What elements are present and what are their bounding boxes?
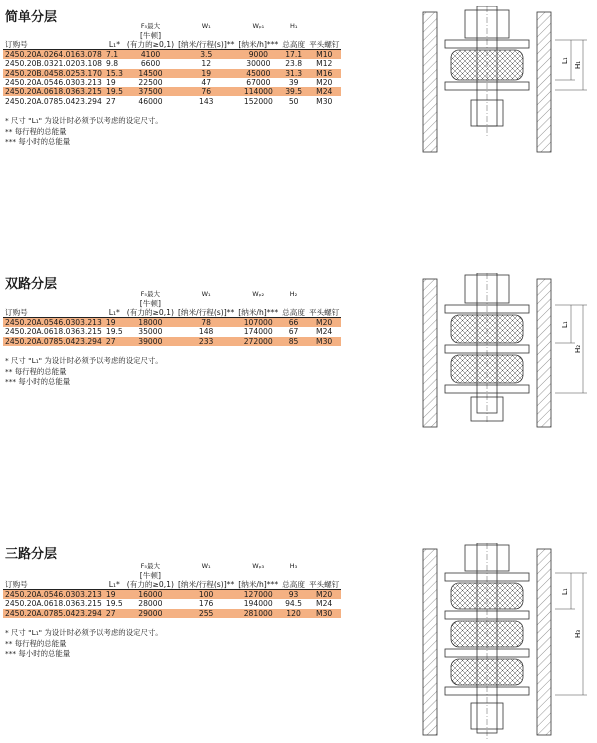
header-f-mid: [牛顿] <box>139 31 162 40</box>
cell-w: 3.5 <box>176 50 236 60</box>
cell-l1: 15.3 <box>106 68 123 78</box>
table-triple <box>3 562 341 618</box>
cell-l1: 19.5 <box>106 87 123 97</box>
cell-l1: 27 <box>104 337 125 346</box>
cell-f: 29000 <box>125 609 176 618</box>
note-1: * 尺寸 "L₁" 为设计时必须予以考虑的设定尺寸。 <box>5 116 163 125</box>
table-single <box>3 22 341 106</box>
cell-order: 2450.20A.0785.0423.294 <box>5 608 102 618</box>
table-row <box>3 318 341 328</box>
table-row <box>3 96 341 105</box>
note-3: *** 每小时的总能量 <box>5 377 71 386</box>
header-wp-top: Wₚ₁ <box>252 22 265 30</box>
cell-order: 2450.20A.0546.0303.213 <box>5 78 102 88</box>
header-h-unit: 总高度 <box>282 580 305 589</box>
label-h1: H₁ <box>574 60 582 69</box>
header-order: 订购号 <box>5 308 28 317</box>
note-3: *** 每小时的总能量 <box>5 137 71 146</box>
notes-single <box>5 116 163 148</box>
cell-w: 176 <box>198 599 214 609</box>
header-wp-top: Wₚ₂ <box>252 290 265 298</box>
cell-f: 39000 <box>125 337 176 346</box>
header-l1: L₁* <box>108 308 120 317</box>
cell-order: 2450.20A.0546.0303.213 <box>5 590 102 600</box>
cell-h: 94.5 <box>285 599 302 609</box>
cell-order: 2450.20A.0785.0423.294 <box>5 336 102 346</box>
table-row <box>3 78 341 87</box>
cell-h: 50 <box>288 96 299 106</box>
table-row <box>3 59 341 68</box>
wall-left <box>423 279 437 427</box>
cell-w: 12 <box>201 59 212 69</box>
cell-order: 2450.20A.0618.0363.215 <box>5 327 102 337</box>
wall-right <box>537 549 551 735</box>
cell-f: 6600 <box>140 59 161 69</box>
cell-wp: 107000 <box>236 318 280 328</box>
cell-screw: M12 <box>316 59 333 69</box>
cell-wp: 9000 <box>236 50 280 60</box>
cell-screw: M24 <box>307 87 341 96</box>
table-row <box>3 69 341 78</box>
header-f-top: F₅最大 <box>140 290 161 298</box>
cell-l1: 19 <box>104 590 125 600</box>
label-h2: H₂ <box>574 344 582 353</box>
header-wp-unit: [纳米/h]*** <box>238 308 279 317</box>
header-order: 订购号 <box>5 580 28 589</box>
wall-left <box>423 12 437 152</box>
wall-right <box>537 12 551 152</box>
cell-w: 19 <box>176 69 236 78</box>
elastomer-1 <box>451 315 523 343</box>
cell-wp: 152000 <box>243 96 273 106</box>
cell-f: 46000 <box>138 96 163 106</box>
section-title-double: 双路分层 <box>5 277 58 292</box>
note-2: ** 每行程的总能量 <box>5 366 67 376</box>
cell-screw: M20 <box>307 318 341 328</box>
cell-w: 47 <box>201 78 212 88</box>
cell-screw: M10 <box>307 50 341 60</box>
header-l1: L₁* <box>108 40 120 49</box>
header-f-mid: [牛顿] <box>139 571 161 580</box>
header-f-mid: [牛顿] <box>139 299 161 308</box>
cell-h: 39.5 <box>280 87 307 96</box>
cell-l1: 19 <box>104 318 125 328</box>
table-double <box>3 290 341 346</box>
label-l1: L₁ <box>561 57 569 64</box>
header-l1: L₁* <box>108 580 120 589</box>
cell-order: 2450.20A.0618.0363.215 <box>3 87 104 96</box>
header-f-bot: (有力的≥0,1) <box>126 580 174 589</box>
label-l1: L₁ <box>561 588 569 595</box>
cell-h: 23.8 <box>285 59 303 69</box>
note-3: *** 每小时的总能量 <box>5 649 71 658</box>
cell-screw: M30 <box>307 609 341 618</box>
cell-screw: M16 <box>307 69 341 78</box>
diagram-single <box>415 6 595 156</box>
cell-wp: 45000 <box>236 69 280 78</box>
cell-wp: 114000 <box>236 87 280 96</box>
wall-left <box>423 549 437 735</box>
cell-wp: 67000 <box>246 78 271 88</box>
header-screw: 平头螺钉 <box>308 308 340 317</box>
note-2: ** 每行程的总能量 <box>5 126 67 136</box>
cell-l1: 19.5 <box>105 599 123 609</box>
header-h-top: H₃ <box>289 562 298 570</box>
note-1: * 尺寸 "L₁" 为设计时必须予以考虑的设定尺寸。 <box>5 356 163 365</box>
cell-f: 35000 <box>138 327 163 337</box>
cell-screw: M30 <box>316 96 333 106</box>
header-order: 订购号 <box>5 40 28 49</box>
label-l1: L₁ <box>561 321 569 328</box>
cell-screw: M20 <box>316 78 333 88</box>
elastomer-3 <box>451 659 523 685</box>
cell-screw: M20 <box>307 590 341 600</box>
cell-f: 28000 <box>138 599 163 609</box>
cell-order: 2450.20A.0618.0363.215 <box>5 599 102 609</box>
cell-h: 120 <box>280 609 307 618</box>
cell-h: 67 <box>288 327 299 337</box>
cell-l1: 7.1 <box>104 50 125 60</box>
diagram-double <box>415 273 595 433</box>
cell-l1: 27 <box>104 609 125 618</box>
note-2: ** 每行程的总能量 <box>5 638 67 648</box>
table-row <box>3 609 341 618</box>
cell-h: 17.1 <box>280 50 307 60</box>
diagram-triple <box>415 543 595 739</box>
header-f-bot: (有力的≥0,1) <box>126 308 174 317</box>
cell-wp: 194000 <box>243 599 273 609</box>
cell-screw: M24 <box>316 599 333 609</box>
cell-h: 66 <box>280 318 307 328</box>
table-row <box>3 87 341 96</box>
cell-wp: 174000 <box>243 327 273 337</box>
cell-l1: 27 <box>106 96 116 106</box>
cell-wp: 272000 <box>236 337 280 346</box>
cell-order: 2450.20A.0546.0303.213 <box>5 318 102 328</box>
cell-order: 2450.20A.0264.0163.078 <box>3 50 104 60</box>
table-row <box>3 327 341 336</box>
table-row <box>3 590 341 600</box>
header-wp-unit: [纳米/h]*** <box>238 580 279 589</box>
elastomer-1 <box>451 583 523 609</box>
cell-f: 22500 <box>138 78 163 88</box>
cell-order: 2450.20B.0458.0253.170 <box>5 68 102 78</box>
wall-right <box>537 279 551 427</box>
header-w-top: W₁ <box>201 562 211 570</box>
header-w-top: W₁ <box>201 22 211 30</box>
elastomer-2 <box>451 621 523 647</box>
cell-l1: 19 <box>106 78 116 88</box>
header-w-top: W₁ <box>201 290 211 298</box>
header-w-bot: [纳米/行程(s)]** <box>178 40 235 49</box>
note-1: * 尺寸 "L₁" 为设计时必须予以考虑的设定尺寸。 <box>5 628 163 637</box>
cell-w: 76 <box>176 87 236 96</box>
cell-order: 2450.20A.0785.0423.294 <box>5 96 102 106</box>
header-screw: 平头螺钉 <box>308 580 340 589</box>
notes-double <box>5 356 163 388</box>
cell-w: 148 <box>198 327 214 337</box>
header-w-bot: [纳米/行程(s)]** <box>177 580 235 589</box>
elastomer-2 <box>451 355 523 383</box>
cell-f: 4100 <box>125 50 176 60</box>
cell-screw: M30 <box>307 337 341 346</box>
section-title-triple: 三路分层 <box>5 547 58 562</box>
cell-f: 37500 <box>125 87 176 96</box>
cell-h: 93 <box>280 590 307 600</box>
header-h-top: H₂ <box>289 290 298 298</box>
header-screw: 平头螺钉 <box>309 40 340 49</box>
header-f-top: F₅最大 <box>140 22 161 30</box>
cell-w: 233 <box>176 337 236 346</box>
cell-wp: 127000 <box>236 590 280 600</box>
table-row <box>3 599 341 608</box>
header-h-unit: 总高度 <box>282 308 305 317</box>
cell-order: 2450.20B.0321.0203.108 <box>5 59 102 69</box>
header-w-bot: [纳米/行程(s)]** <box>177 308 235 317</box>
cell-h: 31.3 <box>280 69 307 78</box>
section-title-single: 简单分层 <box>5 10 58 25</box>
cell-screw: M24 <box>316 327 333 337</box>
cell-w: 78 <box>176 318 236 328</box>
header-wp-top: Wₚ₃ <box>252 562 265 570</box>
cell-l1: 9.8 <box>106 59 119 69</box>
cell-f: 18000 <box>125 318 176 328</box>
header-f-top: F₅最大 <box>140 562 161 570</box>
cell-h: 39 <box>288 78 299 88</box>
cell-l1: 19.5 <box>105 327 123 337</box>
cell-w: 100 <box>176 590 236 600</box>
cell-wp: 30000 <box>246 59 271 69</box>
header-wp-unit: [纳米/h]*** <box>238 40 279 49</box>
cell-w: 143 <box>199 96 214 106</box>
label-h3: H₃ <box>574 629 582 638</box>
header-h-unit: 总高度 <box>282 40 306 49</box>
table-row <box>3 337 341 346</box>
elastomer <box>451 50 523 80</box>
cell-h: 85 <box>280 337 307 346</box>
cell-f: 14500 <box>125 69 176 78</box>
header-h-top: H₁ <box>289 22 298 30</box>
cell-f: 16000 <box>125 590 176 600</box>
header-f-bot: (有力的≥0,1) <box>126 40 175 49</box>
table-row <box>3 50 341 60</box>
notes-triple <box>5 628 163 660</box>
cell-w: 255 <box>176 609 236 618</box>
cell-wp: 281000 <box>236 609 280 618</box>
